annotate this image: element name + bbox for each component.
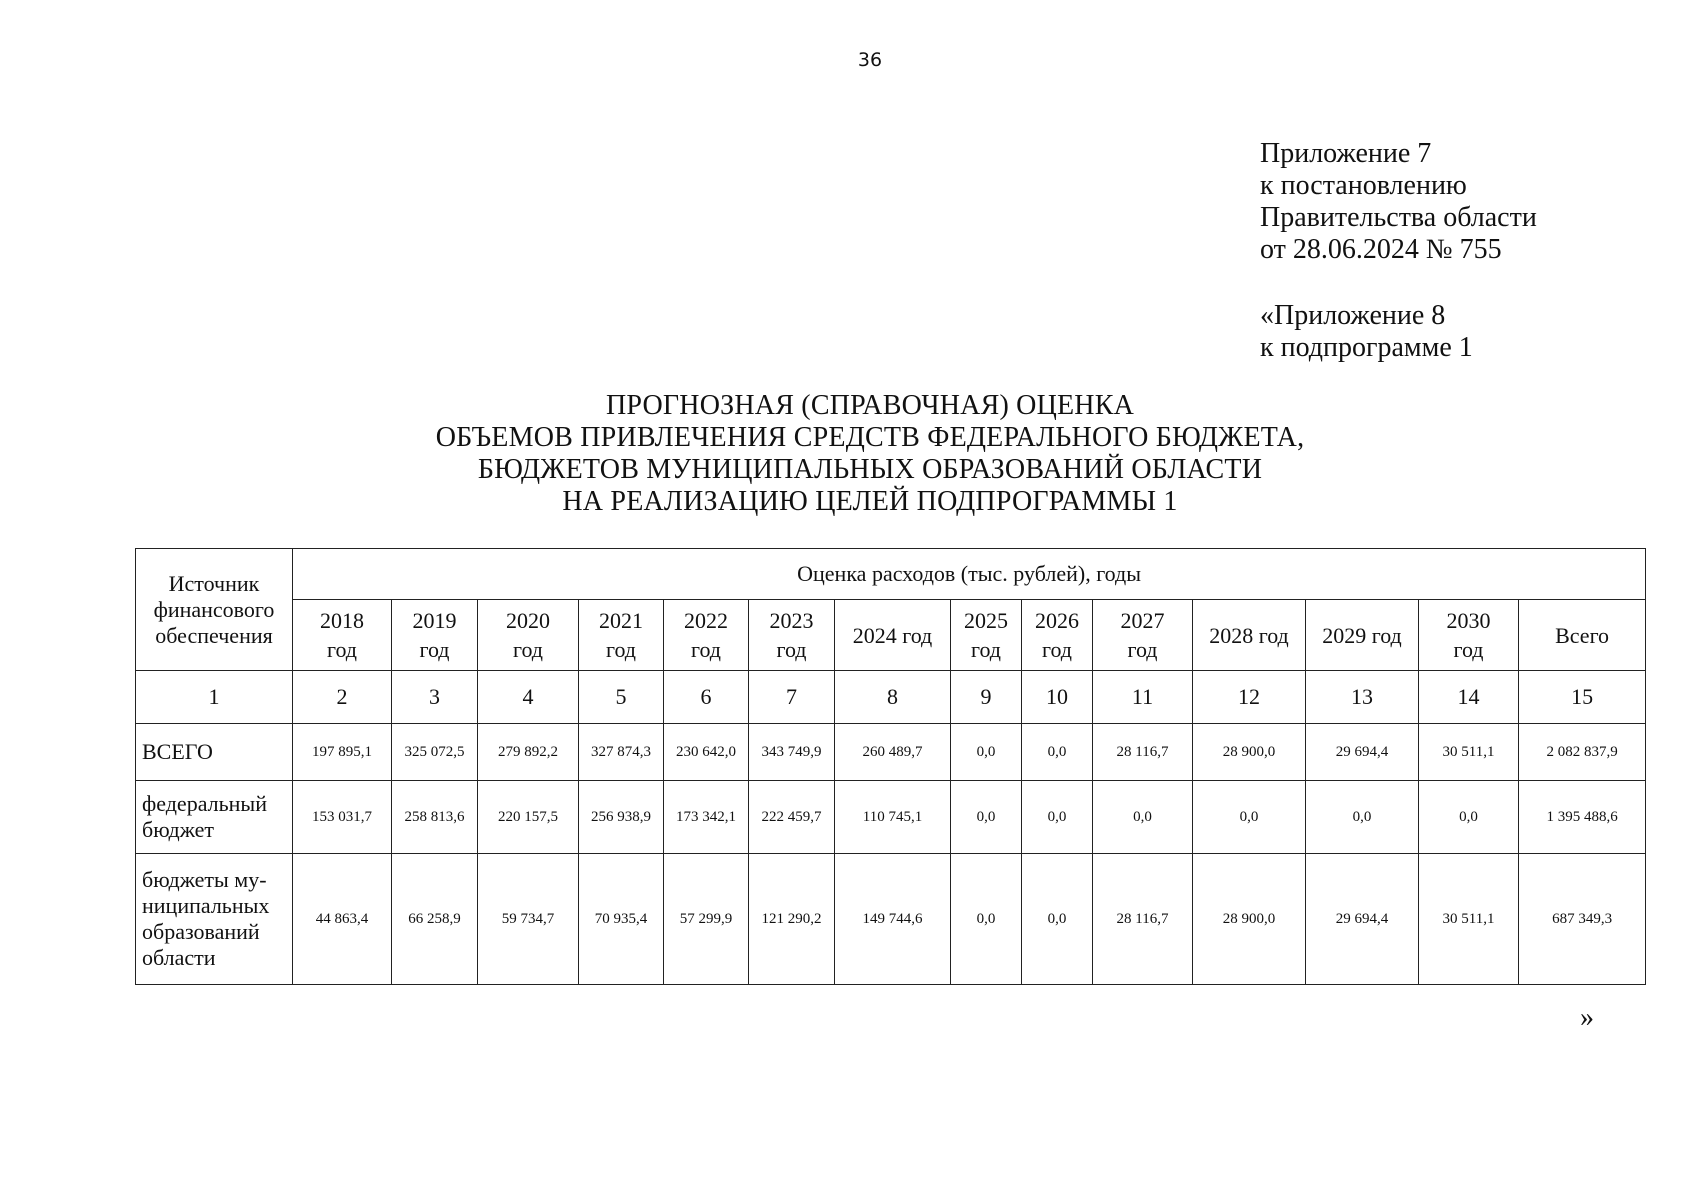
year-header	[835, 600, 951, 671]
value-cell: 325 072,5	[392, 724, 478, 781]
table-row	[136, 781, 1646, 854]
value-cell: 220 157,5	[478, 781, 579, 854]
year-header-line: 2018	[320, 608, 364, 633]
value-cell: 0,0	[1306, 781, 1419, 854]
year-header	[664, 600, 749, 671]
value-cell: 0,0	[951, 854, 1022, 985]
year-header-line: год	[1041, 637, 1073, 662]
value-cell: 279 892,2	[478, 724, 579, 781]
expense-group-header: Оценка расходов (тыс. рублей), годы	[293, 549, 1646, 600]
column-number: 2	[293, 671, 392, 724]
value-cell: 260 489,7	[835, 724, 951, 781]
year-header-line: 2028 год	[1209, 622, 1289, 648]
row-label	[136, 781, 293, 854]
year-header-line: 2023	[769, 608, 814, 633]
column-number: 3	[392, 671, 478, 724]
value-cell: 28 900,0	[1193, 854, 1306, 985]
year-header-line: 2022	[684, 608, 728, 633]
row-label-line: образований	[142, 919, 260, 944]
value-cell: 30 511,1	[1419, 854, 1519, 985]
value-cell: 28 900,0	[1193, 724, 1306, 781]
year-header	[951, 600, 1022, 671]
value-cell: 29 694,4	[1306, 724, 1419, 781]
value-cell: 70 935,4	[579, 854, 664, 985]
year-header-line: 2030	[1446, 608, 1491, 633]
budget-table	[135, 548, 1646, 985]
value-cell: 0,0	[951, 724, 1022, 781]
year-header	[749, 600, 835, 671]
value-cell: 0,0	[1022, 781, 1093, 854]
value-cell: 59 734,7	[478, 854, 579, 985]
value-cell: 343 749,9	[749, 724, 835, 781]
row-label-line: ВСЕГО	[142, 739, 213, 764]
title-line: БЮДЖЕТОВ МУНИЦИПАЛЬНЫХ ОБРАЗОВАНИЙ ОБЛАСТИ	[477, 454, 1263, 485]
value-cell: 57 299,9	[664, 854, 749, 985]
year-header	[1306, 600, 1419, 671]
value-cell: 687 349,3	[1519, 854, 1646, 985]
appendix-ref-line: «Приложение 8	[1260, 300, 1446, 331]
header-row	[136, 549, 1646, 600]
page-number: 36	[857, 49, 883, 71]
value-cell: 2 082 837,9	[1519, 724, 1646, 781]
year-header	[293, 600, 392, 671]
column-number: 12	[1193, 671, 1306, 724]
document-title	[0, 390, 1697, 518]
value-cell: 44 863,4	[293, 854, 392, 985]
year-header	[1193, 600, 1306, 671]
year-header-line: год	[512, 637, 544, 662]
year-header-line: год	[690, 637, 722, 662]
year-header	[1022, 600, 1093, 671]
column-number: 14	[1419, 671, 1519, 724]
row-label	[136, 854, 293, 985]
appendix-line: Приложение 7	[1260, 138, 1432, 169]
year-header-line: 2025	[964, 608, 1008, 633]
value-cell: 110 745,1	[835, 781, 951, 854]
year-header-line: 2024 год	[852, 622, 933, 648]
year-header-line: 2026	[1035, 608, 1079, 633]
value-cell: 28 116,7	[1093, 854, 1193, 985]
appendix-line: Правительства области	[1260, 202, 1537, 233]
value-cell: 0,0	[1093, 781, 1193, 854]
value-cell: 1 395 488,6	[1519, 781, 1646, 854]
year-header-line: год	[776, 637, 807, 662]
title-line: НА РЕАЛИЗАЦИЮ ЦЕЛЕЙ ПОДПРОГРАММЫ 1	[562, 486, 1178, 517]
value-cell: 256 938,9	[579, 781, 664, 854]
source-header-line: обеспечения	[155, 622, 273, 648]
row-label	[136, 724, 293, 781]
value-cell: 149 744,6	[835, 854, 951, 985]
year-header-line: год	[605, 637, 637, 662]
column-number: 15	[1519, 671, 1646, 724]
value-cell: 153 031,7	[293, 781, 392, 854]
year-header-line: 2027	[1120, 608, 1165, 633]
year-header-line: год	[970, 637, 1002, 662]
value-cell: 222 459,7	[749, 781, 835, 854]
year-header	[1419, 600, 1519, 671]
value-cell: 0,0	[1022, 854, 1093, 985]
year-header-line: Всего	[1555, 622, 1610, 648]
year-header-line: 2021	[599, 608, 643, 633]
value-cell: 28 116,7	[1093, 724, 1193, 781]
appendix-line: к постановлению	[1260, 170, 1467, 201]
value-cell: 173 342,1	[664, 781, 749, 854]
year-header-line: 2020	[506, 608, 550, 633]
appendix-ref-line: к подпрограмме 1	[1260, 332, 1473, 363]
value-cell: 197 895,1	[293, 724, 392, 781]
source-header	[136, 549, 293, 671]
column-number-row	[136, 671, 1646, 724]
value-cell: 121 290,2	[749, 854, 835, 985]
column-number: 6	[664, 671, 749, 724]
value-cell: 66 258,9	[392, 854, 478, 985]
year-header-line: год	[1453, 637, 1484, 662]
closing-quote: »	[1580, 1002, 1594, 1033]
value-cell: 327 874,3	[579, 724, 664, 781]
title-line: ПРОГНОЗНАЯ (СПРАВОЧНАЯ) ОЦЕНКА	[605, 390, 1135, 421]
year-header-line: 2019	[412, 608, 457, 633]
year-header	[392, 600, 478, 671]
column-number: 9	[951, 671, 1022, 724]
value-cell: 0,0	[1193, 781, 1306, 854]
year-header-line: год	[419, 637, 450, 662]
row-label-line: области	[142, 945, 216, 970]
value-cell: 230 642,0	[664, 724, 749, 781]
title-line: ОБЪЕМОВ ПРИВЛЕЧЕНИЯ СРЕДСТВ ФЕДЕРАЛЬНОГО БЮДЖЕТА,	[435, 422, 1305, 453]
appendix-block	[1260, 138, 1537, 266]
appendix-reference	[1260, 300, 1473, 364]
column-number: 8	[835, 671, 951, 724]
column-number: 11	[1093, 671, 1193, 724]
table-row	[136, 724, 1646, 781]
column-number: 10	[1022, 671, 1093, 724]
value-cell: 29 694,4	[1306, 854, 1419, 985]
value-cell: 30 511,1	[1419, 724, 1519, 781]
year-header	[478, 600, 579, 671]
row-label-line: федеральный	[142, 791, 267, 816]
year-header-line: 2029 год	[1322, 622, 1402, 648]
appendix-line: от 28.06.2024 № 755	[1260, 234, 1502, 265]
value-cell: 258 813,6	[392, 781, 478, 854]
value-cell: 0,0	[1419, 781, 1519, 854]
row-label-line: бюджеты му-	[142, 867, 267, 892]
column-number: 4	[478, 671, 579, 724]
year-header	[1519, 600, 1646, 671]
year-header	[1093, 600, 1193, 671]
year-header-row	[136, 600, 1646, 671]
column-number: 1	[136, 671, 293, 724]
column-number: 13	[1306, 671, 1419, 724]
column-number: 7	[749, 671, 835, 724]
source-header-line: финансового	[153, 596, 275, 622]
year-header	[579, 600, 664, 671]
table-row	[136, 854, 1646, 985]
year-header-line: год	[1127, 637, 1158, 662]
column-number: 5	[579, 671, 664, 724]
value-cell: 0,0	[951, 781, 1022, 854]
value-cell: 0,0	[1022, 724, 1093, 781]
year-header-line: год	[326, 637, 358, 662]
source-header-line: Источник	[168, 570, 260, 596]
row-label-line: бюджет	[142, 817, 214, 842]
row-label-line: ниципальных	[142, 893, 270, 918]
